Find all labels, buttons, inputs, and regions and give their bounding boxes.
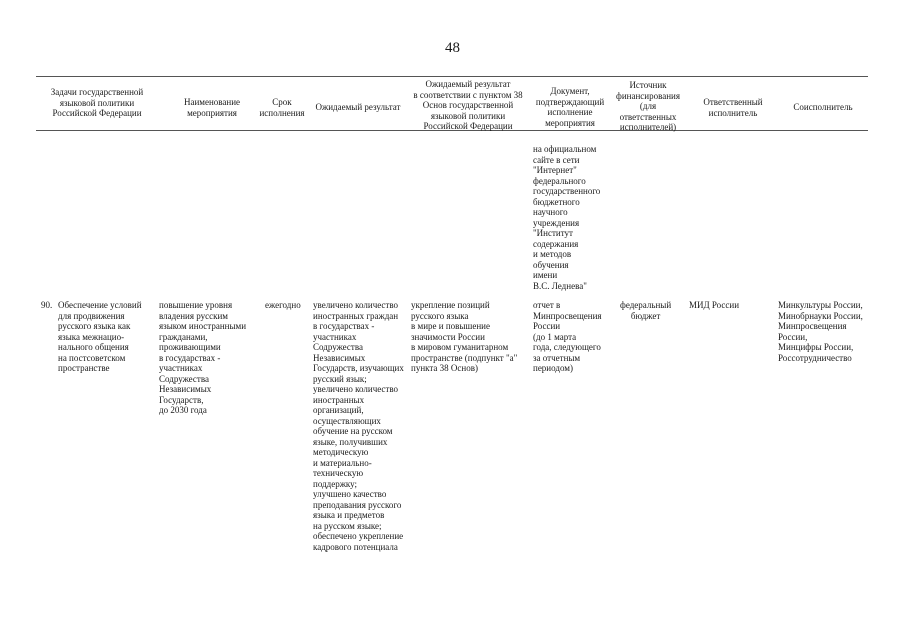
header-activity: Наименование мероприятия bbox=[183, 97, 241, 118]
row-activity: повышение уровня владения русским языком иностранными гражданами, проживающими в государствах - участниках Содружества Независимых Государств, до 2030 года bbox=[159, 300, 247, 415]
header-funding: Источник финансирования (для ответственных исполнителей) bbox=[616, 80, 680, 132]
row-expected-result-38: укрепление позиций русского языка в мире и повышение значимости России в мировом гуманитарном пространстве (подпункт "а" пункта 38 Основ) bbox=[411, 300, 518, 373]
header-expected-result-38: Ожидаемый результат в соответствии с пунктом 38 Основ государственной языковой политики Российской Федерации bbox=[413, 79, 523, 131]
row-deadline: ежегодно bbox=[265, 300, 301, 310]
page-number: 48 bbox=[445, 40, 460, 56]
row-coexecutor: Минкультуры России, Минобрнауки России, Минпросвещения России, Минцифры России, Россотрудничество bbox=[778, 300, 863, 363]
row-funding: федеральный бюджет bbox=[620, 300, 672, 321]
header-top-rule bbox=[36, 76, 868, 77]
row-expected-result: увеличено количество иностранных граждан в государствах - участниках Содружества Независимых Государств, изучающих русский язык; увеличено количество иностранных организаций, осуществляющих обучение на русском языке, получивших методическую и материально- техническую поддержку; улучшено качество преподавания русского языка и предметов на русском языке; обеспечено укрепление кадрового потенциала bbox=[313, 300, 404, 552]
header-responsible: Ответственный исполнитель bbox=[703, 97, 763, 118]
header-expected-result: Ожидаемый результат bbox=[315, 102, 401, 112]
header-deadline: Срок исполнения bbox=[259, 97, 305, 118]
row-document: отчет в Минпросвещения России (до 1 марта года, следующего за отчетным периодом) bbox=[533, 300, 602, 373]
header-coexecutor: Соисполнитель bbox=[793, 102, 853, 112]
row-task: Обеспечение условий для продвижения русского языка как языка межнацио- нального общения на постсоветском пространстве bbox=[58, 300, 142, 373]
header-tasks: Задачи государственной языковой политики Российской Федерации bbox=[50, 87, 144, 118]
row-responsible: МИД России bbox=[689, 300, 740, 310]
continuation-document: на официальном сайте в сети "Интернет" федерального государственного бюджетного научного учреждения "Институт содержания и методов обучения имени В.С. Леднева" bbox=[533, 144, 601, 291]
row-number: 90. bbox=[41, 300, 53, 310]
header-document: Документ, подтверждающий исполнение мероприятия bbox=[535, 86, 605, 128]
